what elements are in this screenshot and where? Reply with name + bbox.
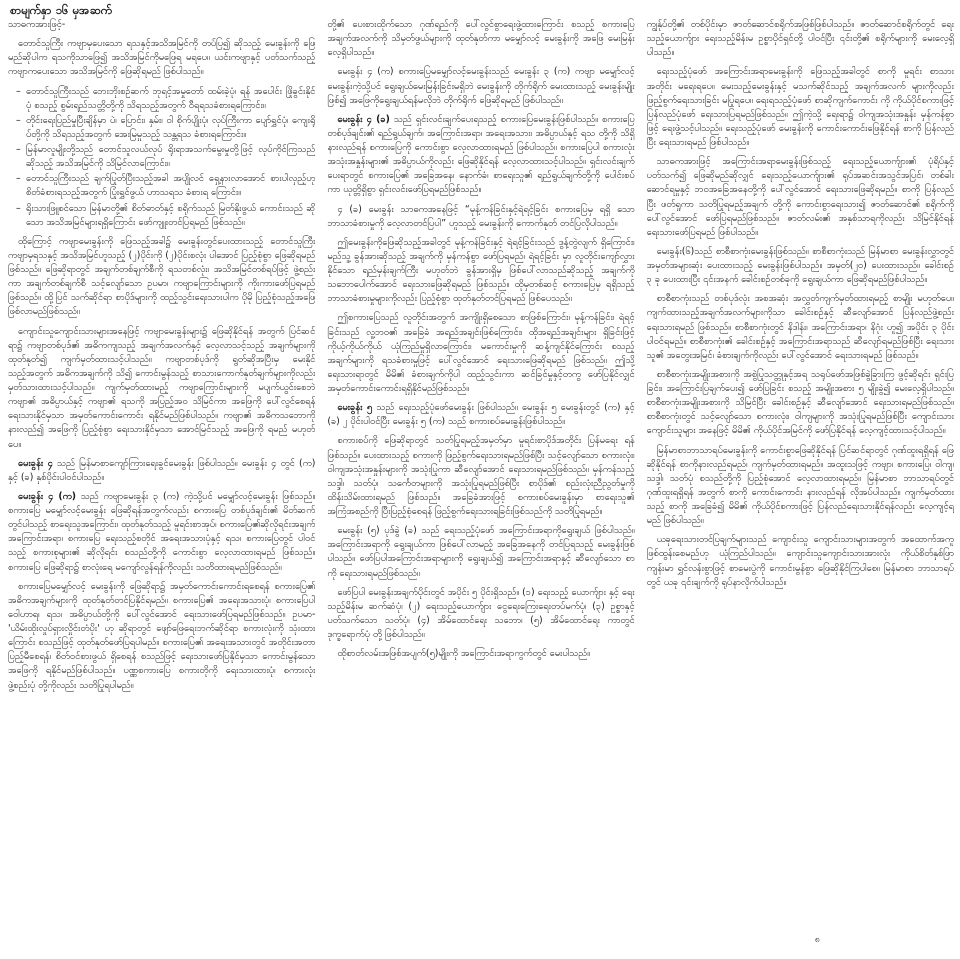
question-label: မေးခွန်း ၄ — [18, 457, 53, 469]
list-item: – ရိုးသားဖြူစင်သော မြန်မာတို့၏ စိတ်ဓာတ်နှင့် စရိုက်သည် မြတ်နိုးဖွယ် ကောင်းသည် ဆိုသော အသိအမြင်များရရှိကြောင်း ဖော်ကျူးတင်ပြရမည် ဖြစ်သည်။ — [26, 202, 315, 230]
paragraph — [327, 113, 634, 198]
paragraph: မြန်မာစာဘာသာရပ်မေးခွန်းကို ကောင်းစွာဖြေဆိုနိုင်ရန် ပြင်ဆင်ရာတွင် ဂုဏ်ထူးရရှိရန် ဖြေဆိုနိုင်ရန် စာကိုနားလည်ရမည်၊ ကျက်မှတ်ထားရမည်။ အထူးသဖြင့် ကဗျာ၊ စကားပြေ၊ ဝါကျ၊ သဒ္ဒါ၊ သတ်ပုံ စသည်တို့ကို ပြည့်စုံအောင် လေ့လာထားရမည်။ မြန်မာစာ ဘာသာရပ်တွင် ဂုဏ်ထူးရရှိရန် အတွက် စာကို ကောင်းကောင်း နားလည်ရန် လိုအပ်ပါသည်။ ကျက်မှတ်ထားသည့် စာကို အခြေခံ၍ မိမိ၏ ကိုယ်ပိုင်စကားဖြင့် ပြန်လည်ရေးသားနိုင်ရန်လည်း လေ့ကျင့်ရမည် ဖြစ်ပါသည်။ — [646, 444, 954, 527]
paragraph: ယခုရေးသားတင်ပြချက်များသည် ကျောင်းသူ ကျောင်းသားများအတွက် အထောက်အကူ ဖြစ်ထွန်းစေမည်ဟု ယုံကြည်ပါသည်။ ကျောင်းသူကျောင်းသားအားလုံး ကိုယ်စိတ်နှစ်ဖြာ ကျန်းမာ ရွှင်လန်းစွာဖြင့် စာမေးပွဲကို ကောင်းမွန်စွာ ဖြေဆိုနိုင်ကြပါစေ။ မြန်မာစာ ဘာသာရပ်တွင် ယခု ၎င်းချက်ကို ရုပ်နာလိုက်ပါသည်။ — [646, 534, 954, 588]
paragraph: တောင်သူကြီး ကဗျာမှပေးသော ရသနှင့်အသိအမြင်ကို တပ်ပြ၍ ဆိုသည့် မေးခွန်းကို ဖြေမည်ဆိုပါက ရသကိုသာဖြေ၍ အသိအမြင်ကိုမဖြေရ မရပေ။ ယင်းကဗျာနှင့် ပတ်သက်သည့် ကဗျာကပေးသော အသိအမြင်ကို ဖြေဆိုရမည် ဖြစ်ပါသည်။ — [8, 38, 316, 78]
paragraph: ဖော်ပြပါ မေးခွန်းအချက်ပိုင်းတွင် အပိုင်း ၅ ပိုင်းရှိသည်။ (၁) ရေးသည့် ယောက်ျား နှင့် ရေးသည့်မိန်းမ ဆက်ဆံပုံ၊ (၂) ရေးသည့်ယောက်ျား ငွေရေးကြေးရေးတပ်မက်ပုံ၊ (၃) ဥစ္စာနှင့်ပတ်သက်သော သတ်ပုံ၊ (၄) အိမ်ထောင်ရေး သဘော၊ (၅) အိမ်ထောင်ရေး ကာတွင် ဒုက္ခရောက်ပုံ တို့ ဖြစ်ပါသည်။ — [327, 586, 635, 640]
question-label: မေးခွန်း ၅ — [337, 402, 373, 414]
paragraph-text: သည် ရေးသည့်ပုံဖော်မေးခွန်း ဖြစ်ပါသည်။ မေးခွန်း ၅ မေးခွန်းတွင် (က) နှင့် (ခ) ၂ ပိုင်းပါဝင်ပြီး မေးခွန်း ၅ (က) သည် စကားစပ်မေးခွန်းဖြစ်ပါသည်။ — [327, 402, 635, 428]
paragraph: ဤစကားပြေသည် လူတိုင်းအတွက် အကျိုးရှိစေသော စာဖြစ်ကြောင်း၊ မုန့်ကန်ခြင်း၊ ရဲရင့်ခြင်းသည် လူ့ဘဝ၏ အခြေခံ အရည်အချင်းဖြစ်ကြောင်း၊ ထိုအရည်အချင်းများ ရှိခြင်းဖြင့် ကိုယ့်ကိုယ်ကိုယ် ယုံကြည်မှုရှိလာကြောင်း၊ မကောင်းမှုကို ဆန့်ကျင်နိုင်ကြောင်း စသည့် အချက်များကို ရသခံစားမှုဖြင့် ပေါ်လွင်အောင် ရေးသားဖြေဆိုရမည် ဖြစ်သည်။ ဤသို့ ရေးသားရာတွင် မိမိ၏ ခံစားချက်ကိုပါ ထည့်သွင်းကာ ဆင်ခြင်မှုနှင့်တကွ ဖော်ပြနိုင်လျှင် အမှတ်ကောင်းကောင်းရရှိနိုင်မည်ဖြစ်သည်။ — [327, 312, 635, 394]
bullet-list — [8, 85, 315, 230]
paragraph: ထိုကြောင့် ကဗျာမေးခွန်းကို ဖြေသည့်အခါ၌ မေးခွန်းတွင်ပေးထားသည့် တောင်သူကြီးကဗျာမှရသနှင့် အသိအမြင်ဟူသည့် (၂)ပိုင်းကို (၂)ပိုင်းစလုံး ပါအောင် ပြည့်စုံစွာ ဖြေဆိုရမည်ဖြစ်သည်။ ဖြေဆိုရာတွင် အချက်တစ်ချက်စီကို ရသတစ်လုံး၊ အသိအမြင်တစ်ရပ်ဖြင့် ဖွဲ့စည်းကာ အချက်တစ်ချက်စီ သင့်လျော်သော ဥပမာ၊ ကဗျာကြောင်းများကို ကိုးကားဖော်ပြရမည်ဖြစ်သည်။ ထို့ပြင် သက်ဆိုင်ရာ စာပိုဒ်များကို ထည့်သွင်းရေးသားပါက ပိုမို ပြည့်စုံသည့်အဖြေ ဖြစ်လာမည်ဖြစ်သည်။ — [8, 235, 316, 318]
paragraph: စာစီစာကုံးသည် တစ်ပုဒ်လုံး အစအဆုံး အလွှတ်ကျက်မှတ်ထားရမည့် စာမျိုး မဟုတ်ပေ။ ကျက်ထားသည့်အချက်အလက်များကိုသာ ခေါင်းစဉ်နှင့် ဆီလျော်အောင် ပြန်လည်ဖွဲ့စည်းရေးသားရမည် ဖြစ်သည်။ စာစီစာကုံးတွင် နိဒါန်း၊ အကြောင်းအရာ၊ နိဂုံး ဟူ၍ အပိုင်း ၃ ပိုင်း ပါဝင်ရမည်။ စာစီစာကုံး၏ ခေါင်းစဉ်နှင့် အကြောင်းအရာသည် ဆီလျော်ရမည်ဖြစ်ပြီး ရေးသားသူ၏ အတွေးအမြင်၊ ခံစားချက်ကိုလည်း ပေါ်လွင်အောင် ရေးသားရမည် ဖြစ်သည်။ — [646, 293, 954, 361]
paragraph: မေးခွန်း ၄ (က) စကားပြေမမျှော်လင့်မေးခွန်းသည် မေးခွန်း ၃ (က) ကဗျာ မမျှော်လင့် မေးခွန်းကဲ့သို့ပင် ရွေးချယ်မေးမြန်းခြင်းမရှိဘဲ မေးခွန်းကို တိုက်ရိုက် မေးထားသည့် မေးခွန်းမျိုးဖြစ်၍ အဖြေကိုရွေးချယ်ရန်မလိုဘဲ တိုက်ရိုက် ဖြေဆိုရမည် ဖြစ်ပါသည်။ — [327, 66, 635, 106]
list-item: – တိုင်းရေးပြည်မှုပြီးချိန်မှာ ပဲ၊ ပြောင်း၊ နှမ်း၊ ဝါ စိုက်ပျိုးပုံ၊ လုပ်ကြီးကာ ပျော်ရွှင်ပုံ၊ ကျေးရိုပ်တို့ကို သိရသည့်အတွက် အေးမြမှုသည့် သန္တရသ ခံစားရကြောင်း။ — [26, 114, 315, 142]
question-label: မေးခွန်း ၄ (က) — [18, 490, 76, 502]
paragraph: ရေးသည့်ပုံဖော် အကြောင်းအရာမေးခွန်းကို ဖြေသည့်အခါတွင် စာကို မူရင်း စာသားအတိုင်း မရေးရပေ။ မေးသည့်မေးခွန်းနှင့် မသက်ဆိုင်သည့် အချက်အလက် များကိုလည်း ဖြည့်စွက်ရေးသားခြင်း မပြုရပေ။ ရေးရသည့်ပုံဖော် စာဆိုကျက်ကောင်း ကို ကိုယ်ပိုင်စကားဖြင့် ပြန်လည်ပုံဖော် ရေးသားပြရမည်ဖြစ်သည်။ ဤကဲ့သို့ ရေးရာ၌ ဝါကျအသုံးအနှုန်း မှန်ကန်စွာဖြင့် ရေးဖွဲ့သင့်ပါသည်။ ရေးသည့်ပုံဖော် မေးခွန်းကို ကောင်းကောင်းဖြေနိုင်ရန် စာကို ပြန်လည်ပြီး ရေးသားရမည် ဖြစ်ပါသည်။ — [646, 66, 954, 148]
paragraph — [8, 490, 315, 575]
paragraph: သာဓကအားဖြင့်- — [8, 19, 66, 30]
column-2 — [327, 18, 634, 948]
list-item: – မြန်မာလူမျိုးတို့သည် တောင်သူလယ်လုပ် ရိုးရာအသက်မွေးမှုတို့ဖြင့် လုပ်ကိုင်ကြသည် ဆိုသည့် အသိအမြင်ကို သိမြင်လာကြောင်း။ — [26, 143, 315, 171]
paragraph-text: သည် ကဗျာမေးခွန်း ၃ (က) ကဲ့သို့ပင် မမျှော်လင့်မေးခွန်း ဖြစ်သည်။ စကားပြေ မမျှော်လင့်မေးခွန်း ဖြေဆိုရန်အတွက်လည်း စကားပြေ တစ်ပုဒ်ချင်း၏ မိတ်ဆက်တွင်ပါသည့် စာရေးသူအကြောင်း၊ ထုတ်နုတ်သည့် မူရင်းစာအုပ်၊ စကားပြေ၏ဆိုလိုရင်းအချက် အကြောင်းအရာ၊ စကားပြေ ရေးသည့်စတိုင် အရေးအသားပုံနှင့် ရသ၊ စကားပြေတွင် ပါဝင်သည့် စကားစုများ၏ ဆိုလိုရင်း စသည်တို့ကို ကောင်းစွာ လေ့လာထားရမည် ဖြစ်သည်။ စကားပြေ ဖြေဆိုရာ၌ စာလုံးရေ မကျော်လွန်ရန်ကိုလည်း သတိထားရမည်ဖြစ်သည်။ — [8, 490, 316, 573]
paragraph-text: သည် မြန်မာစာကျော်ကြားရေးခွင်မေးခွန်း ဖြစ်ပါသည်။ မေးခွန်း ၄ တွင် (က) နှင့် (ခ) နှစ်ပိုင်းပါဝင်ပါသည်။ — [8, 457, 316, 483]
paragraph: စကားစပ်ကို ဖြေဆိုရာတွင် သတ်ပြုရမည့်အမှတ်မှာ မူရင်းစာပိုဒ်အတိုင်း ပြန်မရေး ရန် ဖြစ်သည်။ ပေးထားသည့် စကားကို ဖြည့်စွက်ရေးသားရမည်ဖြစ်ပြီး သင့်လျော်သော စကားလုံး၊ ဝါကျအသုံးအနှုန်းများကို အသုံးပြုကာ ဆီလျော်အောင် ရေးသားရမည်ဖြစ်သည်။ မှန်ကန်သည့်သဒ္ဒါ၊ သတ်ပုံ၊ သင်္ကေတများကို အသုံးပြုရမည်ဖြစ်ပြီး စာပိုဒ်၏ စည်းလုံးညီညွတ်မှုကို ထိန်းသိမ်းထားရမည် ဖြစ်သည်။ အခြေခံအားဖြင့် စကားစပ်မေးခွန်းမှာ စာရေးသူ၏ အကြံအစည်ကို ပြီးပြည့်စုံစေရန် ဖြည့်စွက်ရေးသားရခြင်းဖြစ်သည်ကို သတိပြုရမည်။ — [327, 435, 635, 517]
paragraph: စကားပြေမမျှော်လင့် မေးခွန်းကို ဖြေဆိုရာ၌ အမှတ်ကောင်းကောင်းရစေရန် စကားပြေ၏ အဓိကအချက်များကို ထုတ်နုတ်တင်ပြနိုင်ရမည်။ စကားပြေ၏ အရေးအသားပုံ၊ စကားပြေပါ ဝေါဟာရ၊ ရသ၊ အဓိပ္ပာယ်တို့ကို ပေါ်လွင်အောင် ရေးသားဖော်ပြရမည်ဖြစ်သည်။ ဥပမာ- 'ယိမ်းထိုးလှုပ်ရှားလှိုင်းတံပိုး' ဟု ဆိုရာတွင် ဖျော်ဖြေရေးဘက်ဆိုင်ရာ စကားလုံးကို သုံးထားကြောင်း စသည်ဖြင့် ထုတ်နုတ်ဖော်ပြရပါမည်။ စကားပြေ၏ အရေးအသားတွင် အတိုင်းအတာ ပြည့်မီစေရန်၊ စိတ်ဝင်စားဖွယ် ရှိစေရန် စသည်ဖြင့် ရေးသားဖော်ပြနိုင်မှသာ ကောင်းမွန်သော အဖြေကို ရနိုင်မည်ဖြစ်ပါသည်။ ပဏ္ဏစကားပြေ စကားတိုကို ရေးသားထားပုံ၊ စကားလုံးဖွဲ့စည်းပုံ တို့ကိုလည်း သတိပြုရပါမည်။ — [8, 580, 316, 691]
paragraph — [327, 401, 634, 429]
page-number: ၈ — [814, 935, 820, 945]
paragraph: သာဓကအားဖြင့် အကြောင်းအရာမေးခွန်းဖြစ်သည့် ရေးသည့်ယောက်ျား၏ ပုံရိပ်နှင့် ပတ်သက်၍ ဖြေဆိုမည်ဆိုလျှင် ရေးသည့်ယောက်ျား၏ ရုပ်အဆင်းအသွင်အပြင်၊ တစ်ခါးဆောင်ရမှုနှင့် ဘဝအခြေအနေတို့ကို ပေါ်လွင်အောင် ရေးသားဖြေဆိုရမည်။ စာကို ပြန်လည်ပြီး ဖတ်ရှုကာ သတိပြုရမည့်အချက် တို့ကို ကောင်းစွာရေးသား၍ ဇာတ်ဆောင်၏ စရိုက်ကို ပေါ်လွင်အောင် ဖော်ပြရမည်ဖြစ်သည်။ ဇာတ်လမ်း၏ အနှစ်သာရကိုလည်း သိမြင်နိုင်ရန် ရေးသားဖော်ပြရမည် ဖြစ်ပါသည်။ — [646, 156, 954, 238]
paragraph: တို့၏ ပေးစားထိုက်သော ဂုဏ်ရည်ကို ပေါ်လွင်စွာရေးဖွဲ့ထားကြောင်း စသည့် စကားပြေအချက်အလက်ကို သိမှတ်ဖွယ်များကို ထုတ်နုတ်ကာ မမျှော်လင့် မေးခွန်းကို အဖြေ မေးမြန်းလေ့ရှိပါသည်။ — [327, 19, 635, 59]
list-item: – တောင်သူကြီးသည် ချက်ပြုတ်ပြီးသည့်အခါ အပျိုလင် ရှေ့နားလာအောင် စားပါလှည့်ဟု စိတ်ခံစားရသည့်အတွက် ပြုံးရွှင်ဖွယ် ဟာသရသ ခံစားရ ကြောင်း။ — [26, 172, 315, 200]
paragraph-text: သည် ရှင်းလင်းချက်ပေးရသည့် စကားပြေမေးခွန်းဖြစ်ပါသည်။ စကားပြေ တစ်ပုဒ်ချင်း၏ ရည်ရွယ်ချက်၊ အကြောင်းအရာ၊ အရေးအသား၊ အဓိပ္ပာယ်နှင့် ရသ တို့ကို သိရှိနားလည်ရန် စကားပြေကို ကောင်းစွာ လေ့လာထားရမည် ဖြစ်ပါသည်။ စကားပြေပါ စကားလုံးအသုံးအနှုန်းများ၏ အဓိပ္ပာယ်ကိုလည်း ဖြေဆိုနိုင်ရန် လေ့လာထားသင့်ပါသည်။ ရှင်းလင်းချက်ပေးရာတွင် စကားပြေ၏ အခြေအနေ၊ နောက်ခံ၊ စာရေးသူ၏ ရည်ရွယ်ချက်တို့ကို ပေါင်းစပ်ကာ ယုတ္တိရှိစွာ ရှင်းလင်းဖော်ပြရမည်ဖြစ်သည်။ — [327, 113, 635, 196]
paragraph: စာစီစာကုံးအမျိုးအစားကို အစွဲပြုသတ္တုနှင့်အရ သရုပ်ဖော်အဖြစ်ခွဲခြားကြ ဖွင့်ဆိုရင်း ရှင်းပြခြင်း၊ အကြောင်းပြချက်ပေး၍ ဖော်ပြခြင်း စသည့် အမျိုးအစား ၅ မျိုးခွဲ၍ မေးလေ့ရှိပါသည်။ စာစီစာကုံးအမျိုးအစားကို သိမြင်ပြီး ခေါင်းစဉ်နှင့် ဆီလျော်အောင် ရေးသားရမည်ဖြစ်သည်။ စာစီစာကုံးတွင် သင့်လျော်သော စကားလုံး၊ ဝါကျများကို အသုံးပြုရမည်ဖြစ်ပြီး ကျောင်းသား ကျောင်းသူများ အနေဖြင့် မိမိ၏ ကိုယ်ပိုင်အမြင်ကို ဖော်ပြနိုင်ရန် လေ့ကျင့်ထားသင့်ပါသည်။ — [646, 368, 954, 437]
paragraph: မေးခွန်း(၆)သည် စာစီစာကုံးမေးခွန်းဖြစ်သည်။ စာစီစာကုံးသည် မြန်မာစာ မေးခွန်းလွှာတွင် အမှတ်အများဆုံး ပေးထားသည့် မေးခွန်းဖြစ်ပါသည်။ အမှတ်(၂၀) ပေးထားသည်။ ခေါင်းစဉ် ၃ ခု ပေးထားပြီး ၎င်းအနက် ခေါင်းစဉ်တစ်ခုကို ရွေးချယ်ကာ ဖြေဆိုရမည်ဖြစ်ပါသည်။ — [646, 245, 954, 286]
article-columns — [8, 18, 954, 948]
paragraph: ဤမေးခွန်းကိုဖြေဆိုသည့်အခါတွင် မုန့်ကန်ခြင်းနှင့် ရဲရင့်ခြင်းသည် ဒွန့်တွဲလျက် ရှိကြောင်း၊ မည်သူ့ ခွန်အားဆိုသည့် အချက်ကို မှန်ကန်စွာ ဖော်ပြရမည်၊ ရဲရင့်ခြင်း မှာ လူတိုင်းကျော်လွှားနိုင်သော ရည်မှန်းချက်ကြီး မဟုတ်ဘဲ ခွန်အားရှိမှ ဖြစ်ပေါ်လာသည်ဆိုသည့် အချက်ကို သဘောပေါက်အောင် ရေးသားဖြေဆိုရမည် ဖြစ်သည်။ ထိုမှတစ်ဆင့် စကားပြေမှ ရရှိသည့် ဘာသာခံစားမှုများကိုလည်း ပြည့်စုံစွာ ထုတ်နုတ်တင်ပြရမည် ဖြစ်ပေသည်။ — [327, 236, 635, 305]
continuation-header: စာမျက်နှာ ၁၆ မှအဆက် — [10, 3, 112, 17]
paragraph: ကျောင်းသူကျောင်းသားများအနေဖြင့် ကဗျာမေးခွန်းများ၌ ဖြေဆိုနိုင်ရန် အတွက် ပြင်ဆင်ရာ၌ ကဗျာတစ်ပုဒ်၏ အဓိကကျသည့် အချက်အလက်နှင့် လေ့လာသင့်သည့် အချက်များကို ထုတ်နုတ်၍ ကျက်မှတ်ထားသင့်ပါသည်။ ကဗျာတစ်ပုဒ်ကို ရွတ်ဆိုအပြီးမှ မေးနိုင်သည့်အတွက် အဓိကအချက်ကို သိ၍ ကောင်းမွန်သည့် စာသားကောက်နုတ်ချက်များကိုလည်း မှတ်သားထားသင့်ပါသည်။ ကျက်မှတ်ထားမည့် ကဗျာကြောင်းများကို မပျက်ယွင်းစေဘဲ ကဗျာ၏ အဓိပ္ပာယ်နှင့် ကဗျာ၏ ရသကို အပြည့်အဝ သိမြင်ကာ အဖြေကို ပေါ်လွင်စေရန် ရေးသားနိုင်မှသာ အမှတ်ကောင်းကောင်း ရနိုင်မည်ဖြစ်ပါသည်။ ကဗျာ၏ အဓိကသဘောကို နားလည်၍ အဖြေကို ပြည့်စုံစွာ ရေးသားနိုင်မှသာ အောင်မြင်သည့် အဖြေကို ရမည် မဟုတ်ပေ။ — [8, 325, 316, 450]
paragraph: မေးခွန်း (၅) ပုဒ်ခွဲ (ခ) သည် ရေးသည့်ပုံဖော် အကြောင်းအရာကိုရွေးချယ် ဖြစ်ပါသည်။ အကြောင်းအရာကို ရွေးချယ်ကာ ဖြစ်ပေါ်လာမည့် အခြေအနေကို တင်ပြရသည့် မေးခွန်းဖြစ်ပါသည်။ ဖော်ပြပါအကြောင်းအရာများကို ရွေးချယ်၍ အကြောင်းအရာနှင့် ဆီလျော်သော စာကို ရေးသားရမည်ဖြစ်သည်။ — [327, 525, 635, 579]
paragraph — [8, 457, 315, 485]
column-1 — [8, 18, 315, 948]
column-3 — [647, 18, 954, 948]
paragraph: ထိုစာတ်လမ်းအဖြစ်အပျက်(၅)မျိုးကို အကြောင်းအရာကွက်တွင် မေးပါသည်။ — [337, 648, 591, 660]
paragraph: ၄ (ခ) မေးခွန်း သာဓကအနေဖြင့် “မုန့်ကန်ခြင်းနှင့်ရဲရင့်ခြင်း စကားပြေမှ ရရှိ သော ဘာသာခံစားမှုကို လေ့လာတင်ပြပါ” ဟူသည့် မေးခွန်းကို ကောက်နုတ် တင်ပြလိုပါသည်။ — [327, 203, 635, 229]
paragraph: ကျွန်ုပ်တို့၏ တစ်ပိုင်းမှာ ဇာတ်ဆောင်စရိုက်အဖြစ်ဖြစ်ပါသည်။ ဇာတ်ဆောင်စရိုက်တွင် ရေးသည့်ယောက်ျား ရေးသည့်မိန်းမ ဥစ္စာပိုင်ရှင်တို့ ပါဝင်ပြီး ၎င်းတို့၏ စရိုက်များကို မေးလေ့ရှိပါသည်။ — [646, 19, 954, 59]
list-item: – တောင်သူကြီးသည် ဘေးဘိုးစဉ်ဆက် ဘုရင့်အမှုတော် ထမ်းခဲ့ပုံ၊ ရန် အပေါင်း ဖြိုခွင်းနိုင်ပုံ စသည့် စွမ်းရည်သတ္တိတို့ကို သိရသည့်အတွက် ဝီရရသခံစားရကြောင်း။ — [26, 85, 315, 113]
question-label: မေးခွန်း ၄ (ခ) — [337, 113, 390, 125]
